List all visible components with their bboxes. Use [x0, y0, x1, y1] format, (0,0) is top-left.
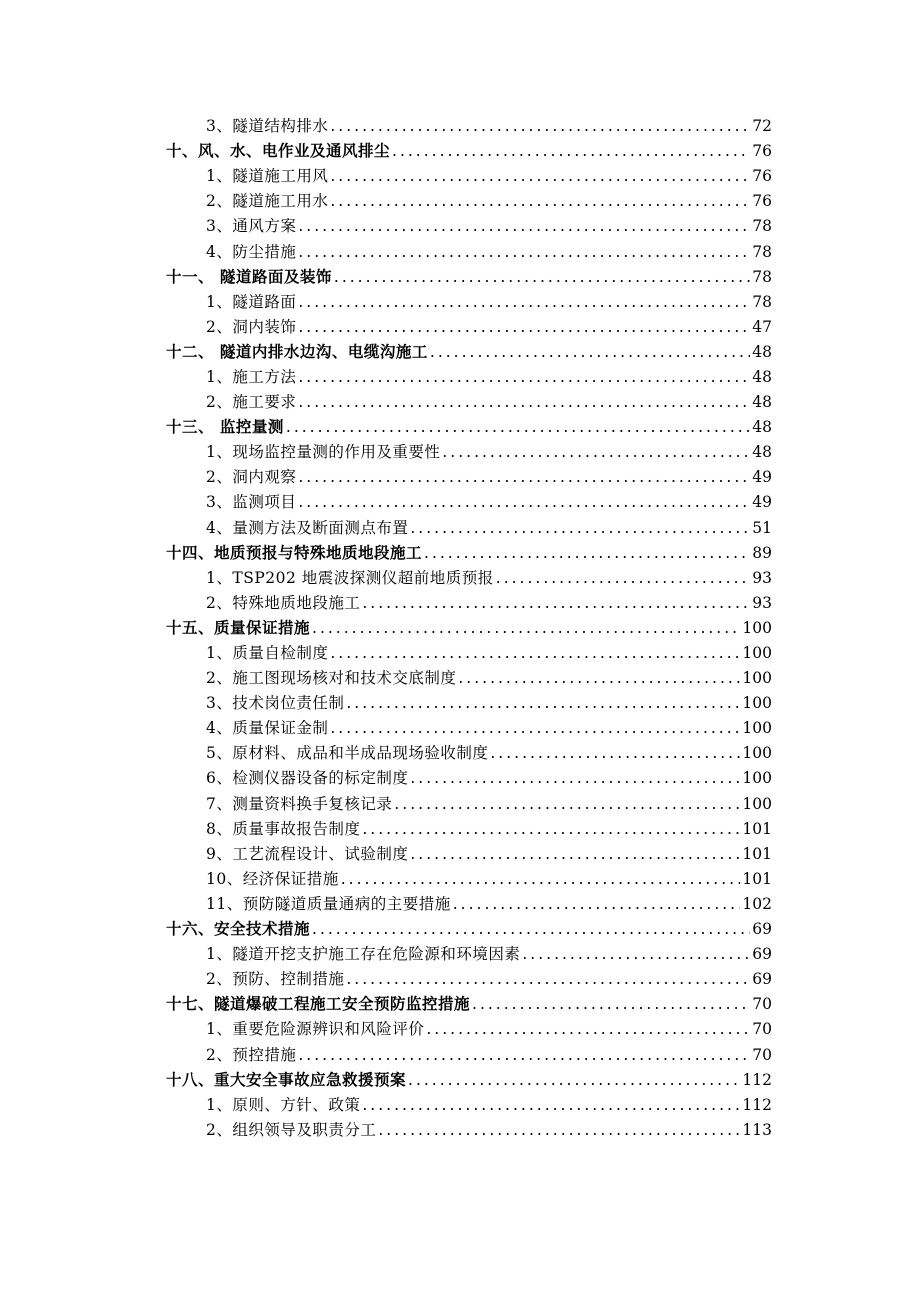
toc-dot-leader [334, 265, 750, 290]
toc-subsection-entry[interactable] [0, 114, 920, 139]
toc-section-entry[interactable] [0, 265, 920, 290]
toc-subsection-entry[interactable] [0, 1093, 920, 1118]
toc-page-number: 78 [752, 217, 772, 236]
toc-entry-label: 1、施工方法 [206, 367, 297, 386]
toc-subsection-entry[interactable] [0, 1042, 920, 1067]
toc-entry-label: 1、隧道开挖支护施工存在危险源和环境因素 [206, 945, 521, 964]
toc-entry-label: 3、监测项目 [206, 493, 297, 512]
toc-dot-leader [330, 641, 740, 666]
toc-subsection-entry[interactable] [0, 641, 920, 666]
toc-dot-leader [312, 917, 750, 942]
toc-subsection-entry[interactable] [0, 566, 920, 591]
toc-page-number: 76 [752, 167, 772, 186]
toc-subsection-entry[interactable] [0, 716, 920, 741]
toc-subsection-entry[interactable] [0, 290, 920, 315]
toc-dot-leader [298, 465, 750, 490]
toc-subsection-entry[interactable] [0, 741, 920, 766]
toc-page-number: 51 [752, 518, 772, 537]
toc-dot-leader [286, 415, 750, 440]
toc-dot-leader [298, 315, 750, 340]
toc-section-entry[interactable] [0, 917, 920, 942]
toc-dot-leader [442, 440, 750, 465]
toc-dot-leader [312, 616, 740, 641]
toc-entry-label: 10、经济保证措施 [206, 869, 339, 888]
toc-dot-leader [426, 1017, 750, 1042]
toc-dot-leader [298, 390, 750, 415]
toc-entry-label: 十三、 监控量测 [166, 418, 284, 437]
toc-subsection-entry[interactable] [0, 465, 920, 490]
toc-page-number: 48 [752, 443, 772, 462]
toc-entry-label: 2、组织领导及职责分工 [206, 1120, 377, 1139]
toc-page-number: 100 [742, 794, 772, 813]
toc-page-number: 93 [752, 593, 772, 612]
toc-page-number: 70 [752, 1020, 772, 1039]
toc-subsection-entry[interactable] [0, 214, 920, 239]
toc-dot-leader [472, 992, 750, 1017]
toc-dot-leader [346, 691, 740, 716]
toc-dot-leader [408, 1068, 740, 1093]
toc-dot-leader [458, 666, 740, 691]
toc-page-number: 49 [752, 493, 772, 512]
toc-page-number: 78 [752, 292, 772, 311]
toc-subsection-entry[interactable] [0, 1017, 920, 1042]
toc-entry-label: 7、测量资料换手复核记录 [206, 794, 393, 813]
toc-dot-leader [362, 591, 750, 616]
toc-subsection-entry[interactable] [0, 817, 920, 842]
toc-page-number: 76 [752, 192, 772, 211]
toc-page-number: 101 [742, 819, 772, 838]
toc-page-number: 78 [752, 242, 772, 261]
toc-entry-label: 十二、 隧道内排水边沟、电缆沟施工 [166, 342, 428, 361]
toc-dot-leader [410, 766, 740, 791]
toc-page-number: 48 [752, 367, 772, 386]
table-of-contents [0, 114, 920, 1143]
toc-entry-label: 5、原材料、成品和半成品现场验收制度 [206, 744, 489, 763]
toc-entry-label: 4、质量保证金制 [206, 719, 329, 738]
toc-entry-label: 1、质量自检制度 [206, 644, 329, 663]
toc-entry-label: 4、量测方法及断面测点布置 [206, 518, 409, 537]
toc-subsection-entry[interactable] [0, 842, 920, 867]
toc-page-number: 100 [742, 694, 772, 713]
toc-dot-leader [298, 240, 750, 265]
toc-dot-leader [298, 490, 750, 515]
toc-page-number: 48 [752, 418, 772, 437]
toc-dot-leader [298, 290, 750, 315]
toc-section-entry[interactable] [0, 541, 920, 566]
toc-dot-leader [298, 1043, 750, 1068]
toc-dot-leader [522, 942, 750, 967]
toc-section-entry[interactable] [0, 992, 920, 1017]
toc-entry-label: 2、预防、控制措施 [206, 970, 345, 989]
toc-page-number: 100 [742, 618, 772, 637]
toc-entry-label: 9、工艺流程设计、试验制度 [206, 844, 409, 863]
toc-page-number: 100 [742, 669, 772, 688]
toc-dot-leader [330, 114, 750, 139]
toc-page-number: 100 [742, 719, 772, 738]
toc-entry-label: 3、隧道结构排水 [206, 117, 329, 136]
toc-dot-leader [453, 892, 741, 917]
toc-entry-label: 6、检测仪器设备的标定制度 [206, 769, 409, 788]
toc-dot-leader [424, 541, 750, 566]
toc-subsection-entry[interactable] [0, 315, 920, 340]
toc-page-number: 112 [742, 1095, 772, 1114]
toc-page-number: 101 [742, 869, 772, 888]
toc-subsection-entry[interactable] [0, 490, 920, 515]
toc-section-entry[interactable] [0, 1068, 920, 1093]
toc-entry-label: 十八、重大安全事故应急救援预案 [166, 1070, 407, 1089]
toc-page-number: 70 [752, 1045, 772, 1064]
toc-subsection-entry[interactable] [0, 189, 920, 214]
toc-page-number: 70 [752, 995, 772, 1014]
toc-entry-label: 2、洞内装饰 [206, 317, 297, 336]
toc-subsection-entry[interactable] [0, 516, 920, 541]
toc-subsection-entry[interactable] [0, 967, 920, 992]
toc-dot-leader [410, 516, 750, 541]
toc-dot-leader [362, 1093, 740, 1118]
toc-page-number: 49 [752, 468, 772, 487]
toc-page-number: 76 [752, 142, 772, 161]
toc-page-number: 47 [752, 317, 772, 336]
toc-subsection-entry[interactable] [0, 390, 920, 415]
toc-dot-leader [410, 842, 740, 867]
toc-entry-label: 3、通风方案 [206, 217, 297, 236]
toc-section-entry[interactable] [0, 340, 920, 365]
toc-entry-label: 3、技术岗位责任制 [206, 694, 345, 713]
toc-entry-label: 2、洞内观察 [206, 468, 297, 487]
toc-dot-leader [490, 741, 740, 766]
toc-subsection-entry[interactable] [0, 440, 920, 465]
toc-dot-leader [362, 817, 740, 842]
toc-page-number: 100 [742, 769, 772, 788]
toc-page-number: 72 [752, 117, 772, 136]
toc-entry-label: 1、原则、方针、政策 [206, 1095, 361, 1114]
toc-entry-label: 1、重要危险源辨识和风险评价 [206, 1020, 425, 1039]
toc-page-number: 69 [752, 945, 772, 964]
toc-dot-leader [394, 792, 740, 817]
toc-entry-label: 十六、安全技术措施 [166, 920, 311, 939]
toc-page-number: 113 [742, 1120, 772, 1139]
toc-entry-label: 十七、隧道爆破工程施工安全预防监控措施 [166, 995, 471, 1014]
toc-subsection-entry[interactable] [0, 239, 920, 264]
toc-entry-label: 2、施工图现场核对和技术交底制度 [206, 669, 457, 688]
toc-dot-leader [378, 1118, 740, 1143]
toc-page-number: 102 [742, 894, 772, 913]
toc-entry-label: 十四、地质预报与特殊地质地段施工 [166, 543, 423, 562]
toc-subsection-entry[interactable] [0, 942, 920, 967]
toc-entry-label: 1、隧道施工用风 [206, 167, 329, 186]
toc-entry-label: 1、TSP202 地震波探测仪超前地质预报 [206, 568, 494, 587]
toc-page-number: 100 [742, 644, 772, 663]
toc-page-number: 69 [752, 970, 772, 989]
toc-entry-label: 1、现场监控量测的作用及重要性 [206, 443, 441, 462]
toc-subsection-entry[interactable] [0, 666, 920, 691]
toc-page-number: 48 [752, 342, 772, 361]
toc-subsection-entry[interactable] [0, 365, 920, 390]
toc-subsection-entry[interactable] [0, 591, 920, 616]
toc-entry-label: 1、隧道路面 [206, 292, 297, 311]
toc-dot-leader [330, 164, 750, 189]
toc-entry-label: 十五、质量保证措施 [166, 618, 311, 637]
toc-page-number: 69 [752, 920, 772, 939]
toc-dot-leader [330, 716, 740, 741]
toc-dot-leader [298, 365, 750, 390]
toc-entry-label: 2、隧道施工用水 [206, 192, 329, 211]
toc-subsection-entry[interactable] [0, 892, 920, 917]
toc-entry-label: 十、风、水、电作业及通风排尘 [166, 142, 391, 161]
toc-dot-leader [430, 340, 750, 365]
toc-entry-label: 十一、 隧道路面及装饰 [166, 267, 332, 286]
toc-dot-leader [392, 139, 750, 164]
toc-page-number: 112 [742, 1070, 772, 1089]
toc-subsection-entry[interactable] [0, 164, 920, 189]
toc-page-number: 100 [742, 744, 772, 763]
toc-entry-label: 11、预防隧道质量通病的主要措施 [206, 894, 451, 913]
toc-dot-leader [330, 189, 750, 214]
toc-entry-label: 2、施工要求 [206, 393, 297, 412]
toc-section-entry[interactable] [0, 415, 920, 440]
toc-subsection-entry[interactable] [0, 792, 920, 817]
toc-entry-label: 4、防尘措施 [206, 242, 297, 261]
toc-page-number: 93 [752, 568, 772, 587]
toc-section-entry[interactable] [0, 616, 920, 641]
toc-subsection-entry[interactable] [0, 691, 920, 716]
toc-subsection-entry[interactable] [0, 867, 920, 892]
toc-entry-label: 2、预控措施 [206, 1045, 297, 1064]
toc-subsection-entry[interactable] [0, 1118, 920, 1143]
toc-page-number: 78 [752, 267, 772, 286]
toc-entry-label: 8、质量事故报告制度 [206, 819, 361, 838]
toc-dot-leader [346, 967, 750, 992]
toc-dot-leader [298, 214, 750, 239]
toc-dot-leader [496, 566, 751, 591]
toc-entry-label: 2、特殊地质地段施工 [206, 593, 361, 612]
toc-dot-leader [341, 867, 741, 892]
toc-page-number: 89 [752, 543, 772, 562]
toc-subsection-entry[interactable] [0, 766, 920, 791]
toc-page-number: 101 [742, 844, 772, 863]
toc-section-entry[interactable] [0, 139, 920, 164]
toc-page-number: 48 [752, 393, 772, 412]
